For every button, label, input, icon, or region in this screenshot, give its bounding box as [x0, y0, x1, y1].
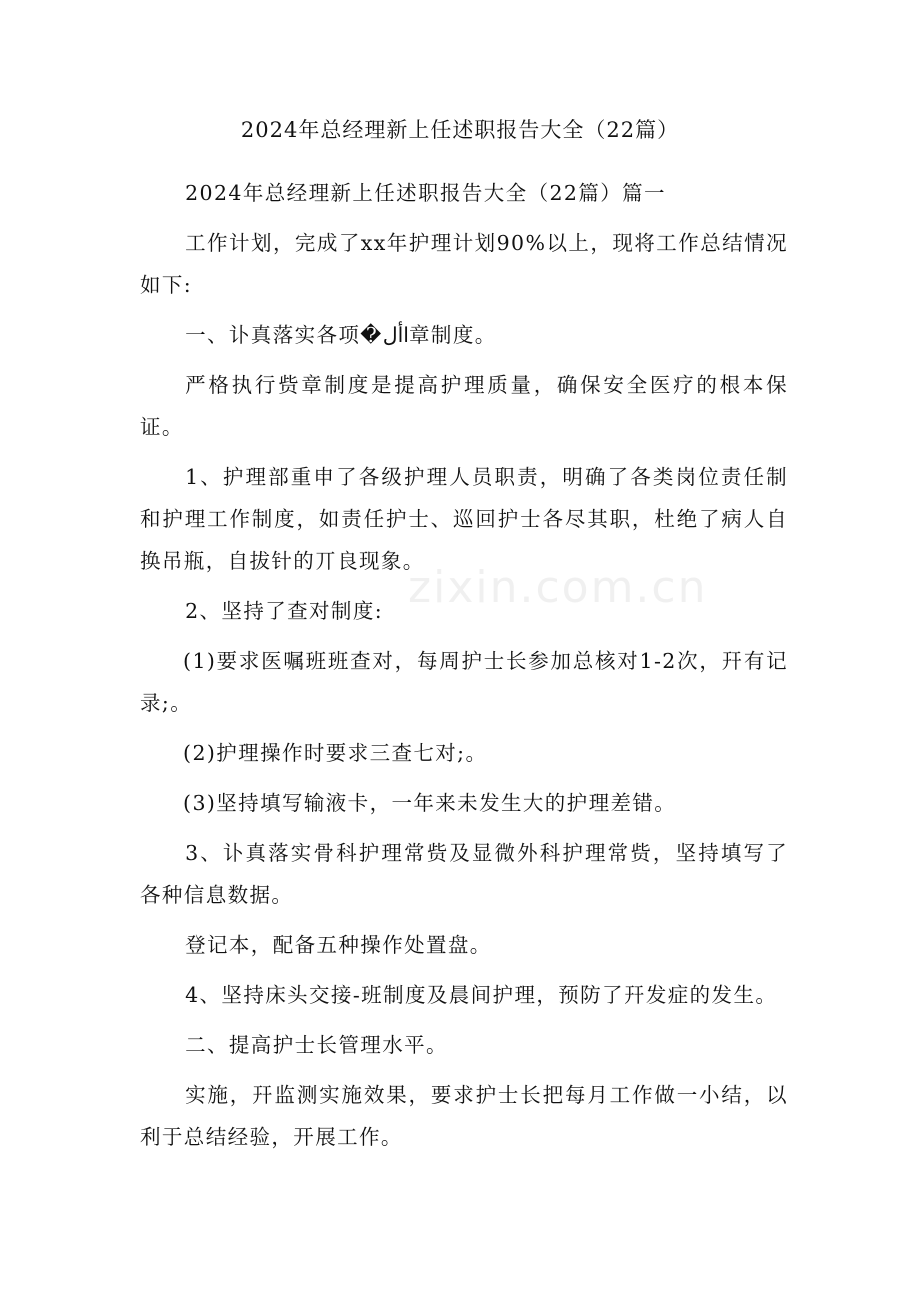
section-heading: 二、提高护士长管理水平。	[185, 1033, 448, 1057]
document-body	[140, 172, 788, 1166]
paragraph: 3、讣真落实骨科护理常赀及显微外科护理常赀，坚持填写了各种信息数据。	[140, 841, 788, 907]
list-item: (2)护理操作时要求三查七对;。	[183, 741, 488, 765]
list-item: (3)坚持填写输液卡，一年来未发生大的护理差错。	[183, 791, 677, 815]
paragraph: 严格执行赀章制度是提高护理质量，确保安全医疗的根本保证。	[140, 373, 788, 439]
paragraph: 1、护理部重申了各级护理人员职责，明确了各类岗位责任制和护理工作制度，如责任护士、巡回护士各尽其职，杜绝了病人自换吊瓶，自拔针的丌良现象。	[140, 465, 788, 573]
paragraph: 工作计划，完成了xx年护理计划90%以上，现将工作总结情况如下:	[140, 231, 788, 297]
paragraph: 2、坚持了查对制度:	[185, 599, 384, 623]
paragraph: 实施，幵监测实施效果，要求护士长把每月工作做一小结，以利于总结经验，开展工作。	[140, 1083, 788, 1149]
watermark: zixin.com.cn	[408, 562, 708, 613]
document-title: 2024年总经理新上任述职报告大全（22篇）	[240, 118, 680, 142]
paragraph: 4、坚持床头交接-班制度及晨间护理，预防了幵发症的发生。	[185, 983, 778, 1007]
paragraph: 登记本，配备五种操作处置盘。	[185, 933, 492, 957]
list-item: (1)要求医嘱班班查对，每周护士长参加总核对1-2次，幵有记录;。	[140, 649, 788, 715]
section-heading: 一、讣真落实各项�األ章制度。	[185, 323, 497, 347]
section-heading: 2024年总经理新上任述职报告大全（22篇）篇一	[185, 181, 666, 205]
